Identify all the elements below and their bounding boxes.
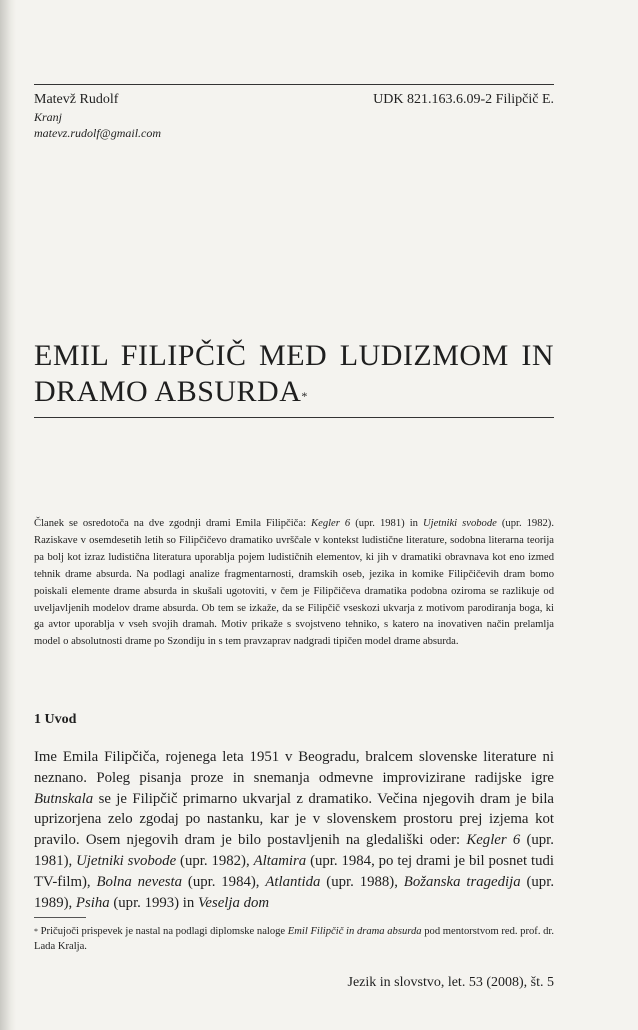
- work-title: Bolna nevesta: [96, 873, 183, 890]
- body-text: Ime Emila Filipčiča, rojenega leta 1951 v Beogradu, bralcem slovenske literature ni neznano. Poleg pisanja proze in snemanja odmevne improvizirane radijske igre: [34, 749, 554, 786]
- body-paragraph: [34, 747, 554, 913]
- page-shadow-edge: [0, 0, 16, 1030]
- body-text: (upr. 1984, po tej drami je bil posnet tudi TV-film),: [34, 852, 555, 890]
- work-title: Božanska tragedija: [403, 873, 521, 890]
- footnote-text: Pričujoči prispevek je nastal na podlagi diplomske naloge: [38, 926, 288, 937]
- footnote-marker: *: [34, 927, 38, 936]
- work-title: Kegler 6: [466, 832, 521, 849]
- abstract-text: (upr. 1981) in: [350, 518, 423, 529]
- work-title: Emil Filipčič in drama absurda: [287, 926, 422, 937]
- work-title: Veselja dom: [198, 894, 270, 911]
- body-text: (upr. 1982),: [176, 852, 254, 869]
- body-text: (upr. 1988),: [320, 873, 404, 890]
- footnote-rule: [34, 917, 86, 918]
- footnote-text: pod mentorstvom red. prof. dr. Lada Kralja.: [34, 926, 554, 952]
- abstract-text: Članek se osredotoča na dve zgodnji drami Emila Filipčiča:: [34, 518, 312, 529]
- work-title: Kegler 6: [311, 518, 351, 529]
- title-footnote-marker[interactable]: *: [301, 389, 308, 403]
- abstract-text: (upr. 1982). Raziskave v osemdesetih letih so Filipčičevo dramatiko uvrščale v kontekst ludistične literature, sodobna literarna teorija pa bolj kot izraz ludistična literatura uporablja pojem ludističnih elementov, ki jih v dramatiki obravnava kot eno izmed tehnik drame absurda. Na podlagi analize fragmentarnosti, dramskih oseb, jezika in komike Filipčičevih dram bomo poiskali elemente drame absurda in skušali ugotoviti, v čem je Filipčičeva dramatika podobna oziroma se razlikuje od uveljavljenih modelov drame absurda. Ob tem se izkaže, da se Filipčič vseskozi ukvarja z motivom parodiranja boga, ki ga avtor uporablja v vseh svojih dramah. Motiv prikaže s svojstveno tehniko, s katero na inovativen način prelamlja model o absolutnosti drame po Szondiju in s tem pravzaprav nadgradi tipičen model drame absurda.: [34, 518, 554, 648]
- article-title: [34, 338, 554, 410]
- body-text: se je Filipčič primarno ukvarjal z dramatiko. Večina njegovih dram je bila uprizorjena zelo zgodaj po nastanku, kar je v slovenskem prostoru prej izjema kot pravilo. Osem njegovih dram je bilo postavljenih na gledališki oder:: [34, 790, 554, 849]
- article-title-text: EMIL FILIPČIČ MED LUDIZMOM IN DRAMO ABSURDA: [34, 339, 554, 408]
- work-title: Altamira: [253, 852, 307, 869]
- work-title: Butnskala: [34, 790, 94, 807]
- footnote: [34, 924, 554, 954]
- author-email[interactable]: matevz.rudolf@gmail.com: [34, 126, 162, 140]
- journal-citation: Jezik in slovstvo, let. 53 (2008), št. 5: [347, 975, 554, 990]
- body-text: (upr. 1981),: [34, 832, 554, 869]
- body-text: (upr. 1993) in: [109, 894, 199, 911]
- body-text: (upr. 1989),: [34, 873, 555, 911]
- work-title: Ujetniki svobode: [422, 518, 497, 529]
- author-city: Kranj: [34, 110, 63, 124]
- header-rule: [34, 84, 554, 85]
- author-name: Matevž Rudolf: [34, 92, 119, 107]
- work-title: Ujetniki svobode: [76, 852, 177, 869]
- abstract: [34, 516, 554, 651]
- section-heading: 1 Uvod: [34, 712, 77, 727]
- work-title: Psiha: [75, 894, 110, 911]
- body-text: (upr. 1984),: [182, 873, 266, 890]
- title-rule: [34, 417, 554, 418]
- udk-code: UDK 821.163.6.09-2 Filipčič E.: [373, 92, 554, 107]
- work-title: Atlantida: [265, 873, 321, 890]
